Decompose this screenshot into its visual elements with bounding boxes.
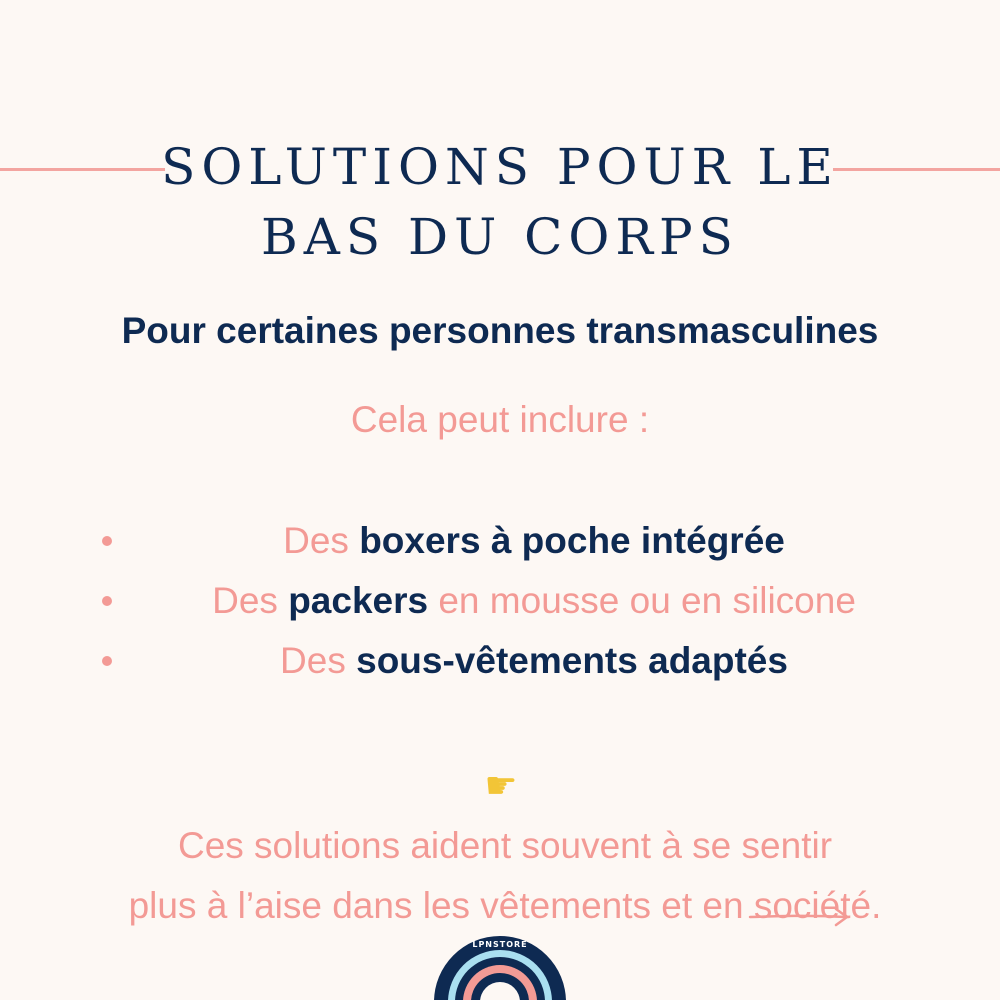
title-line-1: SOLUTIONS POUR LE [161, 137, 839, 196]
logo-text: LPNSTORE [472, 940, 528, 949]
brand-logo [434, 936, 566, 1000]
list-item-prefix: Des [212, 580, 289, 621]
subtitle: Pour certaines personnes transmasculines [121, 310, 879, 351]
list-item-highlight: sous-vêtements adaptés [356, 640, 788, 681]
list-item-prefix: Des [283, 520, 360, 561]
list-item [0, 578, 1000, 638]
list-item-prefix: Des [280, 640, 357, 681]
list-item-highlight: packers [288, 580, 429, 621]
page-title [0, 132, 1000, 272]
conclusion-line-1 [0, 756, 1000, 876]
next-arrow-icon[interactable] [748, 906, 852, 930]
list-item [0, 638, 1000, 698]
solutions-list [0, 518, 1000, 698]
pointing-hand-icon: ☛ [484, 764, 518, 807]
list-item-text [34, 518, 1000, 564]
list-item-highlight: boxers à poche intégrée [359, 520, 785, 561]
conclusion-line-2: plus à l’aise dans les vêtements et en société. [128, 885, 882, 926]
list-item-text [34, 638, 1000, 684]
list-item [0, 518, 1000, 578]
list-item-suffix: en mousse ou en silicone [428, 580, 856, 621]
intro-text: Cela peut inclure : [350, 399, 650, 440]
title-line-2: BAS DU CORPS [261, 207, 739, 266]
list-item-text [34, 578, 1000, 624]
conclusion-line-1-text: Ces solutions aident souvent à se sentir [177, 825, 833, 866]
